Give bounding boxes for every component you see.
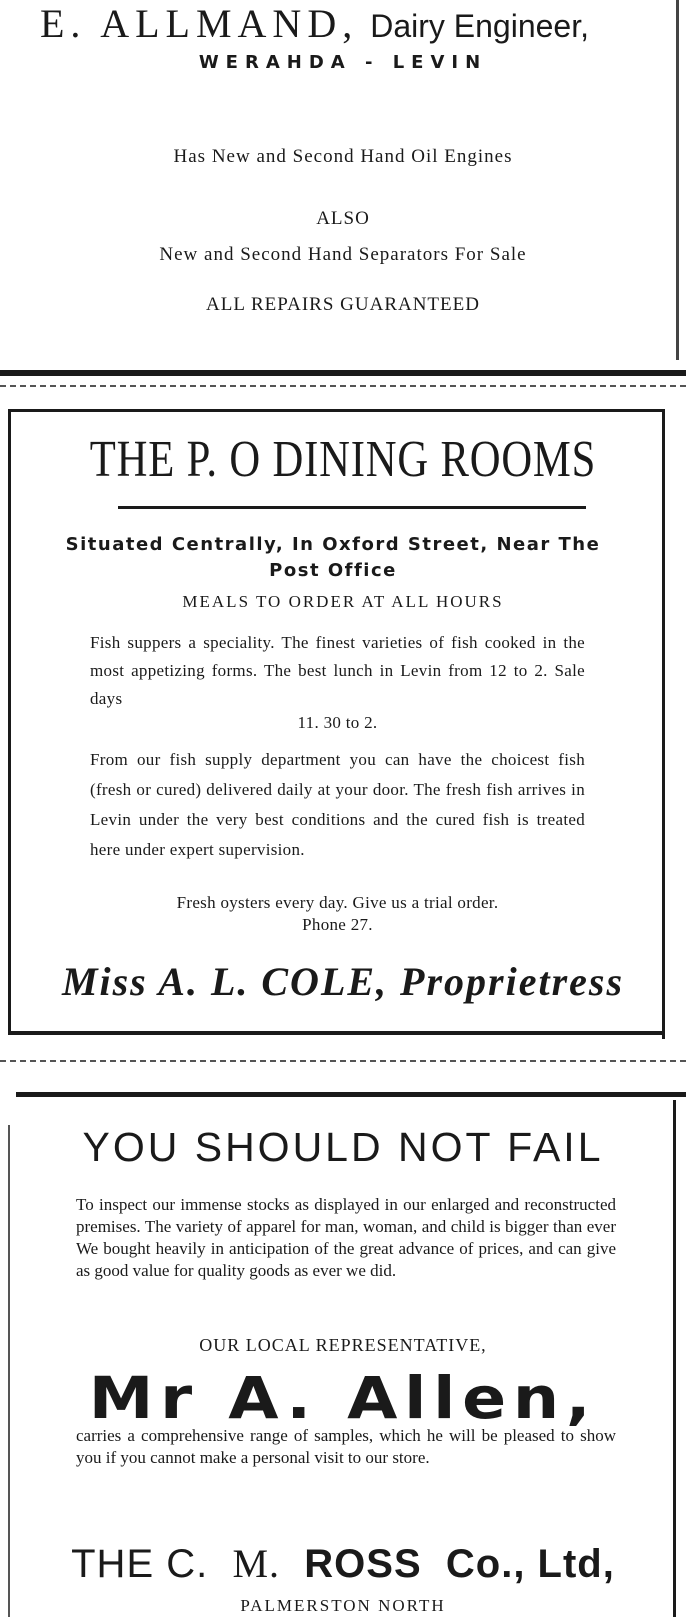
ad3-town: PALMERSTON NORTH — [240, 1596, 446, 1615]
ad3-company-initial: M. — [232, 1541, 281, 1586]
ad1-also: ALSO — [316, 208, 370, 229]
ad3-rep-name: Mr A. Allen, — [88, 1364, 598, 1432]
ad3-company-the: THE C. — [71, 1542, 209, 1586]
ad3-company-suffix: Co., Ltd, — [445, 1542, 615, 1586]
ad3-local-rep: OUR LOCAL REPRESENTATIVE, — [199, 1335, 487, 1355]
ad3-company-ross: ROSS — [304, 1542, 422, 1586]
ad2-oysters — [90, 892, 585, 936]
ad2-right-border — [662, 409, 665, 1039]
ad2-title-underline — [118, 506, 586, 509]
ad2-meals: MEALS TO ORDER AT ALL HOURS — [182, 592, 504, 611]
ad1-oil-engines: Has New and Second Hand Oil Engines — [173, 146, 513, 167]
ad2-location: Situated Centrally, In Oxford Street, Near The Post Office — [65, 534, 601, 581]
ad3-company — [0, 1540, 686, 1587]
ad2-phone: Phone 27. — [302, 915, 373, 934]
ad2-sale-days-hours: 11. 30 to 2. — [297, 713, 378, 732]
ad1-heading — [40, 0, 660, 47]
ad3-title: YOU SHOULD NOT FAIL — [82, 1124, 604, 1170]
ad2-top-border — [8, 409, 662, 412]
ad1-name: E. ALLMAND, — [40, 1, 359, 46]
ad2-left-border — [8, 409, 11, 1031]
ad2-title: THE P. O DINING ROOMS — [89, 431, 597, 488]
ad2-fish-supply: From our fish supply department you can have the choicest fish (fresh or cured) delivered daily at your door. The fresh fish arrives in Levin under the very best conditions and the cured fish is treated here under expert supervision. — [90, 750, 585, 859]
divider-1-dashes — [0, 385, 686, 387]
ad3-stocks-text: To inspect our immense stocks as displayed in our enlarged and reconstructed premises. The variety of apparel for man, woman, and child is bigger than ever We bought heavily in anticipation of the great advance of prices, and can give as good value for quality goods as ever we did. — [76, 1195, 616, 1280]
ad2-bottom-border — [8, 1031, 662, 1035]
ad2-proprietress: Miss A. L. COLE, Proprietress — [61, 959, 625, 1004]
divider-2-dashes — [0, 1060, 686, 1062]
ad2-oysters-text: Fresh oysters every day. Give us a trial order. — [176, 893, 499, 912]
ad1-separators: New and Second Hand Separators For Sale — [159, 244, 527, 265]
ad1-role: Dairy Engineer, — [370, 8, 589, 44]
ad2-fish-suppers — [90, 629, 585, 733]
ad1-repairs: ALL REPAIRS GUARANTEED — [206, 294, 480, 315]
ad3-samples-text: carries a comprehensive range of samples, which he will be pleased to show you if you cannot make a personal visit to our store. — [76, 1426, 616, 1467]
ad1-location: WERAHDA - LEVIN — [198, 52, 488, 73]
ad2-fish-suppers-text: Fish suppers a speciality. The finest varieties of fish cooked in the most appetizing forms. The best lunch in Levin from 12 to 2. Sale days — [90, 633, 585, 708]
divider-1 — [0, 370, 686, 376]
divider-2 — [16, 1092, 686, 1097]
